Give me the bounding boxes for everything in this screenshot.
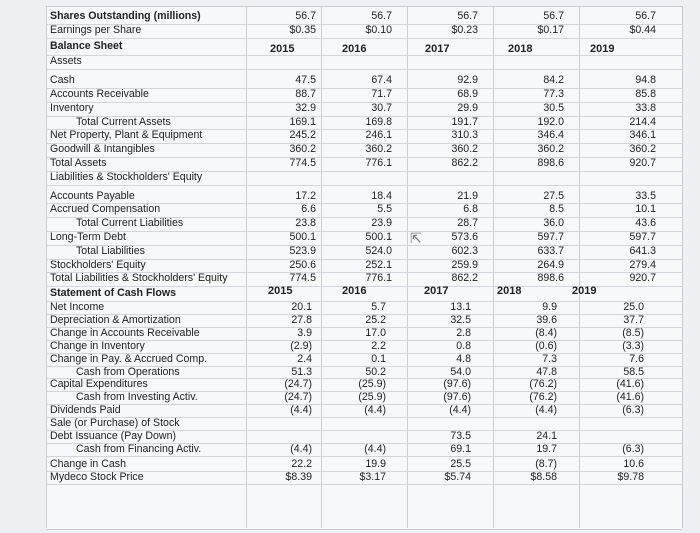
balance-value: 524.0 [365, 244, 392, 257]
cash-value: (4.4) [535, 404, 557, 417]
cash-value: 0.8 [456, 339, 471, 352]
cash-value: 25.2 [365, 313, 386, 326]
cash-value: 20.1 [291, 301, 312, 313]
balance-value: 5.5 [377, 203, 392, 216]
cash-value: $8.58 [530, 470, 557, 483]
balance-value: 23.9 [371, 217, 392, 230]
cash-value: (2.9) [290, 339, 312, 352]
balance-value: 84.2 [543, 74, 564, 87]
balance-value: 67.4 [371, 74, 392, 87]
cash-value: (0.6) [535, 339, 557, 352]
cash-value: (76.2) [529, 391, 557, 404]
cash-value: (4.4) [290, 442, 312, 455]
balance-row-label: Inventory [50, 101, 94, 114]
cash-row-label: Depreciation & Amortization [50, 313, 181, 326]
eps-value: $0.23 [451, 23, 478, 36]
cash-value: 25.0 [623, 301, 644, 313]
eps-label: Earnings per Share [50, 23, 142, 36]
balance-value: 774.5 [289, 272, 316, 285]
balance-row-label: Accounts Receivable [50, 88, 149, 100]
cash-value: 7.6 [629, 352, 644, 365]
cash-row-label: Mydeco Stock Price [50, 470, 144, 483]
balance-row-label: Accounts Payable [50, 189, 135, 202]
grid-line [407, 6, 408, 528]
cash-row-label: Net Income [50, 301, 105, 313]
balance-row-label: Assets [50, 55, 82, 68]
row-divider [46, 484, 682, 485]
cash-value: $8.39 [285, 470, 312, 483]
balance-value: 573.6 [451, 231, 478, 243]
cursor-icon: ⇱ [410, 230, 422, 246]
year-header: 2015 [270, 42, 295, 55]
cash-value: 54.0 [450, 365, 471, 378]
balance-row-label: Cash [50, 74, 75, 87]
year-header: 2018 [508, 42, 533, 55]
shares-value: 56.7 [371, 10, 392, 22]
balance-value: 360.2 [629, 143, 656, 156]
cash-value: (3.3) [622, 339, 644, 352]
cash-value: 32.5 [450, 313, 471, 326]
cash-value: 0.1 [371, 352, 386, 365]
balance-value: 597.7 [629, 231, 656, 243]
balance-value: 774.5 [289, 157, 316, 169]
cash-value: 50.2 [365, 365, 386, 378]
balance-value: 250.6 [289, 258, 316, 271]
cash-value: 13.1 [450, 301, 471, 313]
cash-value: (97.6) [443, 378, 471, 391]
grid-line [493, 6, 494, 528]
year-header: 2016 [342, 285, 367, 298]
eps-value: $0.44 [629, 23, 656, 36]
cash-value: 47.8 [536, 365, 557, 378]
balance-value: 346.4 [537, 129, 564, 142]
balance-value: 776.1 [365, 272, 392, 285]
cash-value: (6.3) [622, 442, 644, 455]
balance-row-label: Long-Term Debt [50, 231, 126, 243]
balance-value: 279.4 [629, 258, 656, 271]
balance-value: 10.1 [635, 203, 656, 216]
cash-value: (97.6) [443, 391, 471, 404]
cash-value: (24.7) [284, 391, 312, 404]
cash-value: 69.1 [450, 442, 471, 455]
balance-value: 43.6 [635, 217, 656, 230]
cash-value: 2.8 [456, 326, 471, 339]
eps-value: $0.35 [289, 23, 316, 36]
cash-value: 25.5 [450, 457, 471, 470]
cash-value: (4.4) [364, 442, 386, 455]
year-header: 2016 [342, 42, 367, 55]
cash-value: (41.6) [616, 391, 644, 404]
cash-value: 27.8 [291, 313, 312, 326]
cash-row-label: Cash from Operations [76, 365, 180, 378]
balance-value: 920.7 [629, 157, 656, 169]
year-header: 2017 [424, 285, 449, 298]
balance-value: 23.8 [295, 217, 316, 230]
shares-value: 56.7 [295, 10, 316, 22]
balance-value: 360.2 [537, 143, 564, 156]
balance-value: 641.3 [629, 244, 656, 257]
balance-value: 346.1 [629, 129, 656, 142]
balance-value: 30.7 [371, 101, 392, 114]
shares-value: 56.7 [543, 10, 564, 22]
balance-value: 33.8 [635, 101, 656, 114]
balance-value: 85.8 [635, 88, 656, 100]
balance-value: 898.6 [537, 272, 564, 285]
balance-value: 191.7 [451, 115, 478, 128]
balance-value: 21.9 [457, 189, 478, 202]
balance-value: 92.9 [457, 74, 478, 87]
balance-value: 245.2 [289, 129, 316, 142]
row-divider [46, 55, 682, 56]
cash-row-label: Cash from Financing Activ. [76, 442, 202, 455]
cash-row-label: Capital Expenditures [50, 378, 148, 391]
cash-value: 2.2 [371, 339, 386, 352]
cash-value: 22.2 [291, 457, 312, 470]
row-divider [46, 456, 682, 457]
balance-value: 776.1 [365, 157, 392, 169]
balance-row-label: Liabilities & Stockholders' Equity [50, 170, 203, 183]
balance-value: 360.2 [289, 143, 316, 156]
cash-value: (41.6) [616, 378, 644, 391]
cash-value: 5.7 [371, 301, 386, 313]
balance-value: 192.0 [537, 115, 564, 128]
cash-value: 7.3 [542, 352, 557, 365]
balance-value: 169.1 [289, 115, 316, 128]
balance-row-label: Total Current Liabilities [76, 217, 184, 230]
year-header: 2017 [425, 42, 450, 55]
balance-value: 6.6 [301, 203, 316, 216]
cash-value: 19.9 [365, 457, 386, 470]
cash-value: 58.5 [623, 365, 644, 378]
cash-row-label: Change in Pay. & Accrued Comp. [50, 352, 208, 365]
balance-value: 36.0 [543, 217, 564, 230]
balance-value: 94.8 [635, 74, 656, 87]
cash-row-label: Debt Issuance (Pay Down) [50, 430, 177, 442]
cash-row-label: Sale (or Purchase) of Stock [50, 417, 180, 430]
grid-line [682, 6, 683, 528]
balance-value: 214.4 [629, 115, 656, 128]
cash-value: 24.1 [536, 430, 557, 442]
balance-value: 597.7 [537, 231, 564, 243]
cash-value: (4.4) [290, 404, 312, 417]
balance-value: 898.6 [537, 157, 564, 169]
cash-value: 17.0 [365, 326, 386, 339]
cash-value: (4.4) [449, 404, 471, 417]
balance-value: 264.9 [537, 258, 564, 271]
balance-sheet-label: Balance Sheet [50, 39, 123, 52]
cash-value: 3.9 [297, 326, 312, 339]
balance-value: 862.2 [451, 157, 478, 169]
cash-value: (76.2) [529, 378, 557, 391]
shares-value: 56.7 [457, 10, 478, 22]
balance-value: 30.5 [543, 101, 564, 114]
cash-value: (4.4) [364, 404, 386, 417]
grid-line [579, 6, 580, 528]
cash-value: $5.74 [444, 470, 471, 483]
balance-value: 47.5 [295, 74, 316, 87]
balance-value: 602.3 [451, 244, 478, 257]
cash-value: 73.5 [450, 430, 471, 442]
balance-value: 169.8 [365, 115, 392, 128]
cash-value: 2.4 [297, 352, 312, 365]
balance-row-label: Net Property, Plant & Equipment [50, 129, 203, 142]
year-header: 2015 [268, 285, 293, 298]
cash-row-label: Change in Accounts Receivable [50, 326, 200, 339]
cash-value: $3.17 [359, 470, 386, 483]
balance-row-label: Total Current Assets [76, 115, 171, 128]
balance-value: 71.7 [371, 88, 392, 100]
balance-value: 633.7 [537, 244, 564, 257]
row-divider [46, 38, 682, 39]
cash-row-label: Change in Cash [50, 457, 126, 470]
year-header: 2019 [572, 285, 597, 298]
eps-value: $0.10 [365, 23, 392, 36]
balance-value: 500.1 [289, 231, 316, 243]
grid-line [321, 6, 322, 528]
cash-row-label: Change in Inventory [50, 339, 145, 352]
balance-value: 500.1 [365, 231, 392, 243]
balance-value: 68.9 [457, 88, 478, 100]
grid-line [246, 6, 247, 528]
balance-value: 6.8 [463, 203, 478, 216]
balance-value: 32.9 [295, 101, 316, 114]
cash-value: (25.9) [358, 391, 386, 404]
balance-row-label: Goodwill & Intangibles [50, 143, 155, 156]
shares-outstanding-label: Shares Outstanding (millions) [50, 10, 201, 22]
cash-value: 4.8 [456, 352, 471, 365]
cash-value: (25.9) [358, 378, 386, 391]
eps-value: $0.17 [537, 23, 564, 36]
cash-value: $9.78 [617, 470, 644, 483]
cash-row-label: Dividends Paid [50, 404, 121, 417]
balance-value: 252.1 [365, 258, 392, 271]
row-divider [46, 69, 682, 70]
balance-value: 360.2 [451, 143, 478, 156]
balance-row-label: Total Assets [50, 157, 107, 169]
balance-row-label: Total Liabilities & Stockholders' Equity [50, 272, 228, 285]
cash-value: (8.5) [622, 326, 644, 339]
shares-value: 56.7 [635, 10, 656, 22]
cash-value: 10.6 [623, 457, 644, 470]
balance-value: 29.9 [457, 101, 478, 114]
cash-row-label: Cash from Investing Activ. [76, 391, 198, 404]
balance-value: 259.9 [451, 258, 478, 271]
balance-row-label: Total Liabilities [76, 244, 145, 257]
balance-row-label: Stockholders' Equity [50, 258, 146, 271]
balance-value: 862.2 [451, 272, 478, 285]
balance-value: 33.5 [635, 189, 656, 202]
year-header: 2018 [497, 285, 522, 298]
cash-value: 51.3 [291, 365, 312, 378]
cash-value: (24.7) [284, 378, 312, 391]
balance-value: 920.7 [629, 272, 656, 285]
cash-value: (8.4) [535, 326, 557, 339]
cash-value: (8.7) [535, 457, 557, 470]
balance-value: 18.4 [371, 189, 392, 202]
cash-flow-label: Statement of Cash Flows [50, 287, 176, 300]
grid-line [46, 6, 47, 528]
balance-value: 28.7 [457, 217, 478, 230]
balance-value: 27.5 [543, 189, 564, 202]
cash-value: 39.6 [536, 313, 557, 326]
cash-value: 37.7 [623, 313, 644, 326]
year-header: 2019 [590, 42, 615, 55]
row-divider [46, 185, 682, 186]
balance-row-label: Accrued Compensation [50, 203, 161, 216]
balance-value: 523.9 [289, 244, 316, 257]
cash-value: 9.9 [542, 301, 557, 313]
cash-value: (6.3) [622, 404, 644, 417]
balance-value: 88.7 [295, 88, 316, 100]
balance-value: 360.2 [365, 143, 392, 156]
balance-value: 77.3 [543, 88, 564, 100]
balance-value: 246.1 [365, 129, 392, 142]
balance-value: 17.2 [295, 189, 316, 202]
balance-value: 310.3 [451, 129, 478, 142]
cash-value: 19.7 [536, 442, 557, 455]
balance-value: 8.5 [549, 203, 564, 216]
